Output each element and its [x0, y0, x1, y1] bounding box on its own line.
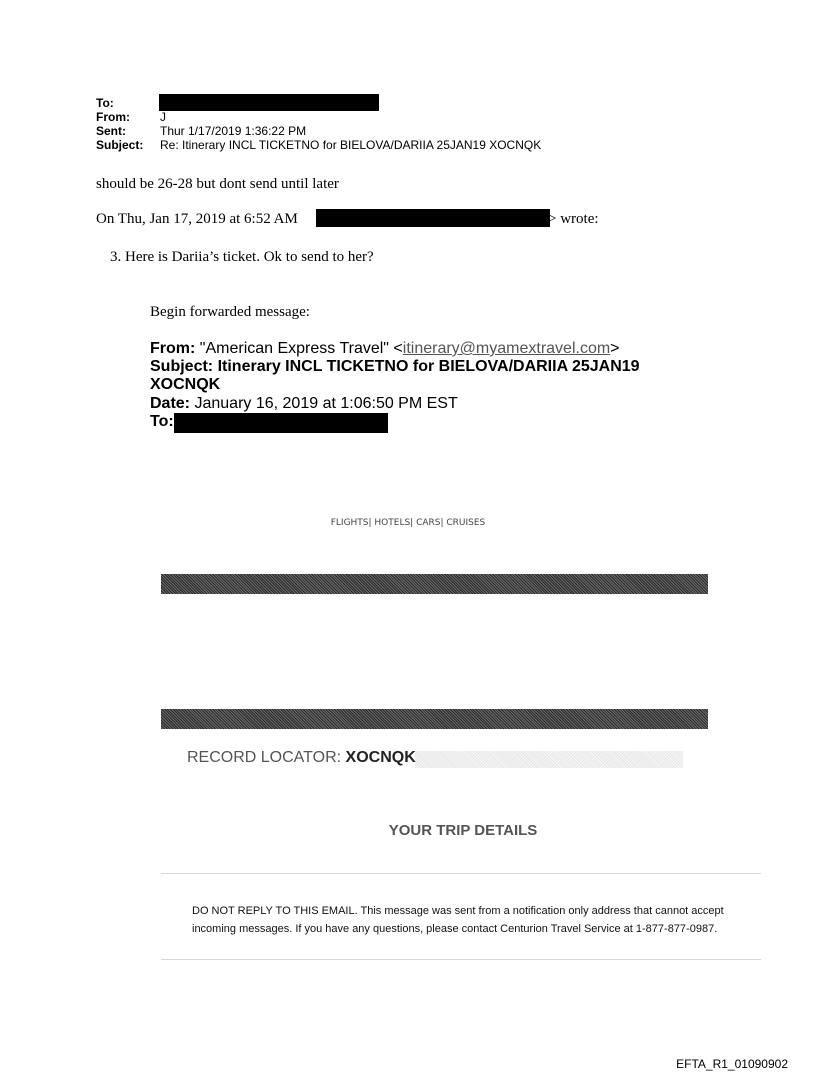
- quoted-item: 3. Here is Dariia’s ticket. Ok to send to her?: [110, 249, 374, 265]
- forward-from-close: >: [610, 340, 620, 357]
- redaction-bar: [316, 209, 550, 227]
- from-value: J: [160, 110, 166, 124]
- subject-value: Re: Itinerary INCL TICKETNO for BIELOVA/DARIIA 25JAN19 XOCNQK: [160, 138, 542, 152]
- divider: [161, 873, 761, 874]
- record-locator-value: XOCNQK: [345, 749, 416, 766]
- forward-subject-value: Itinerary INCL TICKETNO for BIELOVA/DARIIA 25JAN19: [217, 358, 640, 375]
- forward-subject-value-cont: XOCNQK: [150, 376, 221, 393]
- sent-value: Thur 1/17/2019 1:36:22 PM: [160, 124, 307, 138]
- divider: [161, 959, 761, 960]
- quote-intro-suffix: > wrote:: [548, 211, 599, 227]
- trip-details-title: YOUR TRIP DETAILS: [388, 822, 538, 839]
- forward-date-value: January 16, 2019 at 1:06:50 PM EST: [194, 395, 458, 412]
- to-label: To:: [96, 96, 114, 110]
- banner-image-placeholder: [161, 709, 708, 729]
- forward-to-line: [150, 413, 174, 431]
- forward-from-line: [150, 340, 620, 358]
- forward-from-email-link[interactable]: itinerary@myamextravel.com: [402, 340, 611, 357]
- forward-subject-label: Subject:: [150, 358, 214, 375]
- from-label: From:: [96, 110, 130, 124]
- do-not-reply-notice: DO NOT REPLY TO THIS EMAIL. This message was sent from a notification only address that cannot accept incoming messages. If you have any questions, please contact Centurion Travel Service at 1-877-877-0987.: [192, 905, 724, 935]
- travel-nav-links[interactable]: FLIGHTS| HOTELS| CARS| CRUISES: [330, 518, 486, 528]
- record-locator-background: [415, 751, 683, 768]
- forward-subject-line: [150, 358, 640, 376]
- banner-image-placeholder: [161, 574, 708, 594]
- forward-date-line: [150, 395, 458, 413]
- subject-label: Subject:: [96, 138, 144, 152]
- forward-date-label: Date:: [150, 395, 191, 412]
- redaction-bar: [174, 413, 388, 433]
- forward-to-label: To:: [150, 413, 174, 430]
- record-locator-label: RECORD LOCATOR:: [187, 749, 346, 766]
- reply-body: should be 26-28 but dont send until later: [96, 176, 339, 192]
- redaction-bar: [159, 94, 379, 111]
- quote-intro-prefix: On Thu, Jan 17, 2019 at 6:52 AM: [96, 211, 298, 227]
- document-id: EFTA_R1_01090902: [676, 1057, 788, 1071]
- forward-intro: Begin forwarded message:: [150, 304, 310, 320]
- forward-from-label: From:: [150, 340, 196, 357]
- record-locator: [187, 749, 416, 767]
- forward-from-name: "American Express Travel" <: [199, 340, 403, 357]
- forward-subject-continuation: [150, 376, 220, 394]
- sent-label: Sent:: [96, 124, 126, 138]
